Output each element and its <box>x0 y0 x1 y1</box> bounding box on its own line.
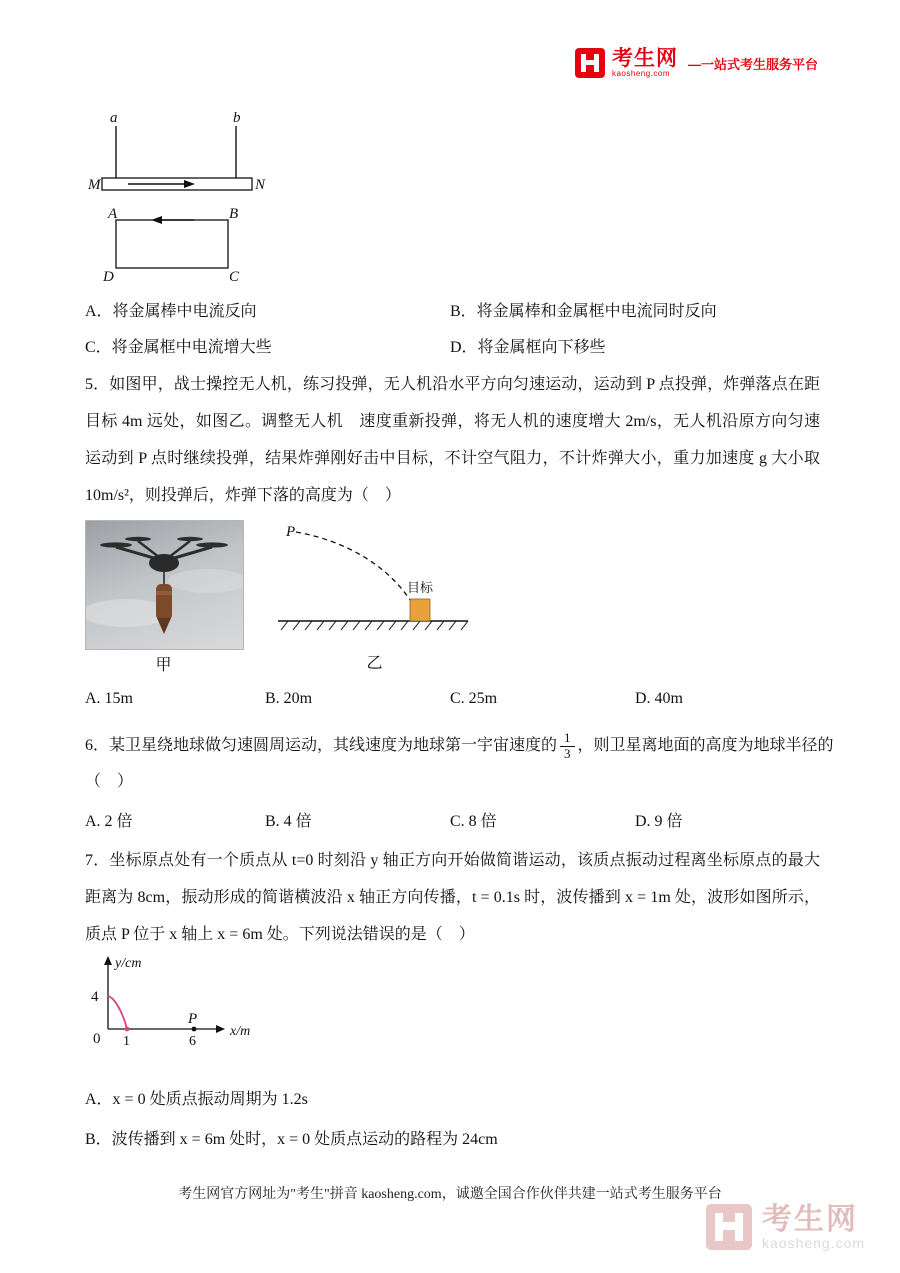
tick-0: 0 <box>93 1031 101 1047</box>
label-B: B <box>229 206 239 222</box>
question-5-text: 5．如图甲，战士操控无人机，练习投弹，无人机沿水平方向匀速运动，运动到 P 点投弹，炸弹落点在距目标 4m 远处，如图乙。调整无人机 速度重新投弹，将无人机的速度增大 2m/s，无人机沿原方向匀速运动到 P 点时继续投弹，结果炸弹刚好击中目标，不计空气阻力，不计炸弹大小，重力加速度 g 大小取 10m/s²，则投弹后，炸弹下落的高度为（ ） <box>85 376 820 504</box>
wavefront-dot <box>125 1027 130 1032</box>
kaosheng-logo-icon <box>575 48 605 78</box>
tick-1: 1 <box>123 1034 130 1049</box>
q5-photo-drone <box>85 520 244 650</box>
q7-option-a: A．x = 0 处质点振动周期为 1.2s <box>85 1091 308 1108</box>
watermark-text <box>762 1204 865 1250</box>
q6-text-post: ，则卫星离地面的高度为地球半径的 <box>577 737 834 754</box>
brand-tagline: —一站式考生服务平台 <box>687 56 818 72</box>
q5-option-b: B. 20m <box>265 690 313 707</box>
q6-text-pre: 6．某卫星绕地球做匀速圆周运动，其线速度为地球第一宇宙速度的 <box>85 737 558 754</box>
q6-option-b: B. 4 倍 <box>265 813 312 830</box>
label-C: C <box>229 269 240 285</box>
q5-option-c: C. 25m <box>450 690 498 707</box>
q7-option-b: B．波传播到 x = 6m 处时，x = 0 处质点运动的路程为 24cm <box>85 1131 498 1148</box>
q6-paren: （ ） <box>85 773 134 790</box>
fraction-one-third <box>560 731 575 762</box>
drone-rotors <box>100 537 228 548</box>
site-logo <box>575 48 818 78</box>
label-A: A <box>108 206 118 222</box>
target-label: 目标 <box>406 580 434 595</box>
watermark-logo-icon <box>706 1204 752 1250</box>
label-b: b <box>233 110 241 126</box>
q4-option-d: D．将金属框向下移些 <box>450 339 606 356</box>
q5-option-d: D. 40m <box>635 690 683 707</box>
ground-hatching <box>281 621 468 630</box>
footer-text: 考生网官方网址为"考生"拼音 kaosheng.com，诚邀全国合作伙伴共建一站式考生服务平台 <box>178 1187 722 1202</box>
caption-yi: 乙 <box>366 655 383 672</box>
frame-ABCD <box>116 220 228 268</box>
label-a: a <box>110 110 118 126</box>
q4-option-c: C．将金属框中电流增大些 <box>85 339 272 356</box>
watermark-brand: 考生网 <box>762 1203 858 1236</box>
label-M: M <box>88 177 101 193</box>
x-axis-label: x/m <box>230 1024 251 1039</box>
y-axis-label: y/cm <box>115 956 142 971</box>
brand-text <box>612 48 678 78</box>
q4-option-b: B．将金属棒和金属框中电流同时反向 <box>450 303 717 320</box>
q6-option-c: C. 8 倍 <box>450 813 497 830</box>
point-P-label: P <box>188 1011 198 1027</box>
tick-4: 4 <box>91 989 99 1005</box>
q6-option-a: A. 2 倍 <box>85 813 133 830</box>
wave-curve <box>108 996 127 1029</box>
q5-option-a: A. 15m <box>85 690 133 707</box>
current-arrow-left <box>151 216 194 224</box>
brand-domain: kaosheng.com <box>611 69 671 79</box>
point-P-dot <box>192 1027 197 1032</box>
label-D: D <box>103 269 114 285</box>
fraction-denominator: 3 <box>560 746 575 762</box>
question-6-text <box>85 726 865 766</box>
q4-option-a: A．将金属棒中电流反向 <box>85 303 257 320</box>
drone-illustration <box>86 521 243 649</box>
q4-figure-frame <box>100 206 250 286</box>
q4-figure-rails <box>88 108 268 202</box>
bomb-trajectory <box>296 532 415 608</box>
label-N: N <box>255 177 266 193</box>
q7-waveform-graph <box>78 953 278 1057</box>
bomb-payload <box>156 584 172 634</box>
fraction-numerator: 1 <box>564 729 571 745</box>
tick-6: 6 <box>189 1034 196 1049</box>
watermark <box>706 1204 865 1250</box>
target-box <box>410 599 430 621</box>
caption-jia: 甲 <box>155 657 172 674</box>
q5-figure-trajectory <box>272 518 477 644</box>
x-axis-arrow <box>216 1025 225 1033</box>
watermark-domain: kaosheng.com <box>762 1234 866 1251</box>
label-P: P <box>286 524 296 540</box>
y-axis-arrow <box>104 956 112 965</box>
rails <box>116 126 236 178</box>
question-7-text: 7．坐标原点处有一个质点从 t=0 时刻沿 y 轴正方向开始做简谐运动，该质点振动过程离坐标原点的最大距离为 8cm，振动形成的简谐横波沿 x 轴正方向传播，t = 0.1s 时，波传播到 x = 1m 处，波形如图所示，质点 P 位于 x 轴上 x = 6m 处。下列说法错误的是（ ） <box>85 852 820 943</box>
drone-body <box>149 554 179 572</box>
brand-name: 考生网 <box>611 47 678 70</box>
q6-option-d: D. 9 倍 <box>635 813 683 830</box>
